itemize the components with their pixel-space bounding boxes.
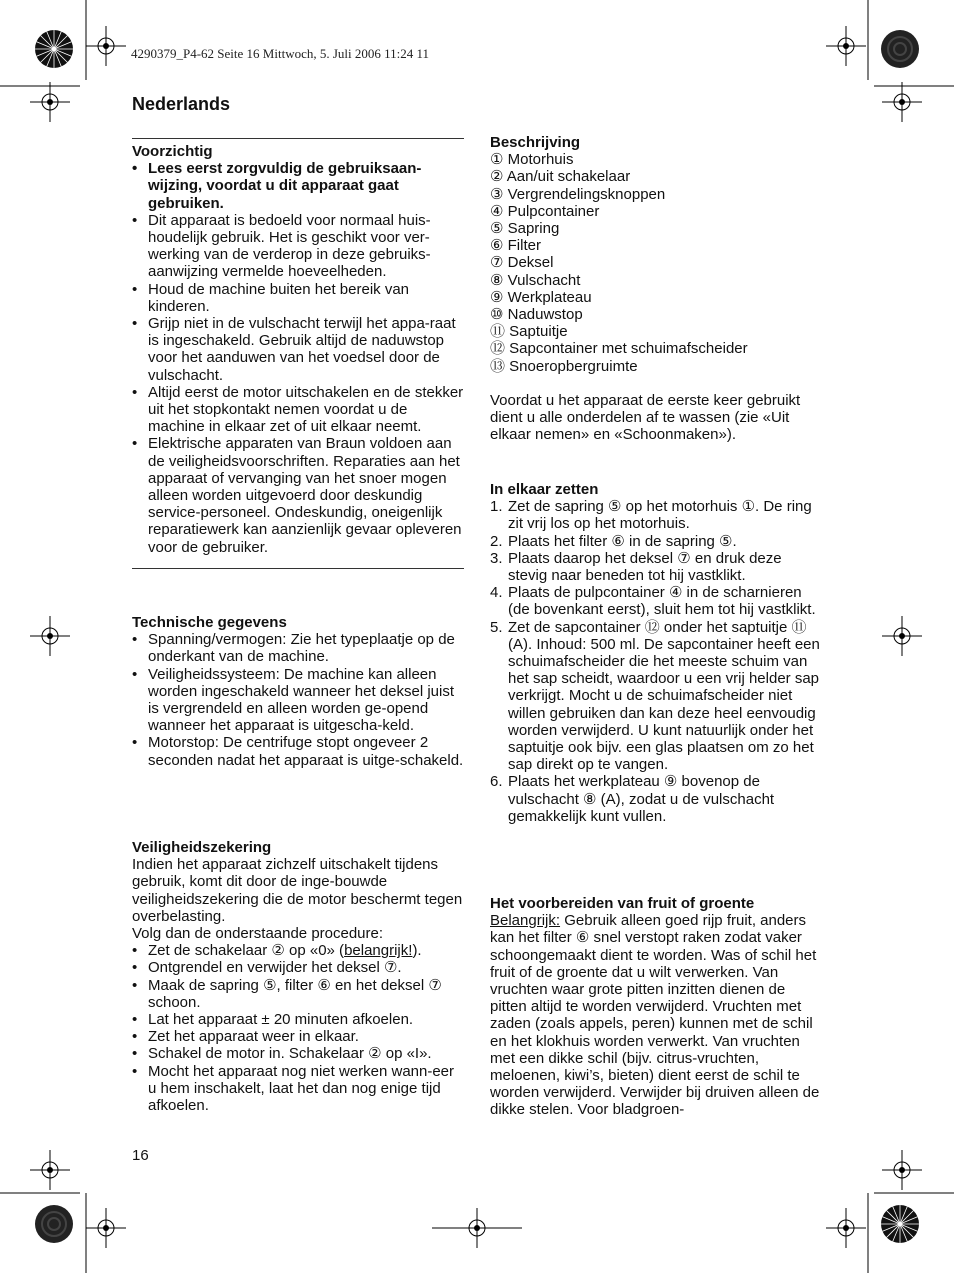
list-item [132,942,464,959]
registration-mark-bottom-left [86,1208,126,1248]
registration-mark-bottom-center [432,1208,522,1248]
part-item: ③ Vergrendelingsknoppen [490,185,666,203]
part-item: ⑬ Snoeropbergruimte [490,357,638,375]
step-number: 5. [490,618,503,636]
step-text: Zet de sapcontainer ⑫ onder het saptuitje ⑪ (A). Inhoud: 500 ml. De sapcontainer heeft een schuimafscheider die het meeste schuim van het sap scheidt, waardoor u een vrij helder sap verkrijgt. Mocht u de schuimafscheider niet willen gebruiken dan kan deze heel eenvoudig worden verwijderd. U kunt natuurlijk onder het saptuitje ook bijv. een glas plaatsen om zo het sap direkt op te vangen. [508,618,820,774]
list-item: • Zet het apparaat weer in elkaar. [132,1028,464,1045]
step-item [490,619,824,774]
step-item [490,498,824,532]
step-number: 1. [490,498,503,516]
veiligheid-list [132,942,464,1114]
rule-top [132,138,464,139]
part-item: ⑥ Filter [490,237,541,255]
step-number: 2. [490,532,503,550]
section-technische-gegevens [132,614,464,769]
page-number: 16 [132,1147,149,1164]
veiligheid-intro: Indien het apparaat zichzelf uitschakelt tijdens gebruik, komt dit door de inge-bouwde veiligheidszekering die de motor beschermt tegen overbelasting. [132,856,463,925]
veiligheid-procedure: Volg dan de onderstaande procedure: [132,925,384,943]
star-target-top-left [34,29,74,69]
registration-mark-left-middle [30,616,70,656]
registration-mark-right-lower [882,1150,922,1190]
voorzichtig-heading: Voorzichtig [132,143,213,160]
list-item: • Spanning/vermogen: Zie het typeplaatje op de onderkant van de machine. [132,631,464,665]
section-voorbereiden [490,895,824,1119]
item-text: ). [412,942,422,960]
list-item: • Schakel de motor in. Schakelaar ② op «I». [132,1045,464,1062]
step-item [490,550,824,584]
part-item: ⑨ Werkplateau [490,288,592,306]
beschrijving-note: Voordat u het apparaat de eerste keer gebruikt dient u alle onderdelen af te wassen (zie «Uit elkaar nemen» en «Schoonmaken»). [490,391,801,444]
star-target-top-right [880,29,920,69]
beschrijving-heading: Beschrijving [490,134,581,151]
language-heading: Nederlands [132,94,231,114]
voorbereiden-text [490,912,824,1118]
technische-list [132,631,464,769]
section-beschrijving [490,134,824,443]
part-item: ① Motorhuis [490,151,574,169]
step-text: Plaats de pulpcontainer ④ in de scharnieren (de bovenkant eerst), sluit hem tot hij vastklikt. [508,584,816,619]
assembly-steps [490,498,824,825]
registration-mark-top-right [826,26,866,66]
list-item: • Motorstop: De centrifuge stopt ongeveer 2 seconden nadat het apparaat is uitge-schakeld. [132,734,464,768]
section-in-elkaar-zetten [490,481,824,825]
voorbereiden-body: Gebruik alleen goed rijp fruit, anders kan het filter ⑥ snel verstopt raken zodat vaker schoongemaakt dient te worden. Was of schil het fruit of de groente dat u wilt verwerken. Van vruchten waar grote pitten inzitten dienen de pitten altijd te worden verwijderd. Vruchten met zaden (zoals appels, peren) kunnen met de schil en het klokhuis worden verwerkt. Van vruchten met een dikke schil (bijv. citrus-vruchten, meloenen, kiwi’s, bieten) dient eerst de schil te worden verwijderd. Verwijder bij druiven alleen de dikke stelen. Voor bladgroen- [490,912,820,1119]
list-item: • Houd de machine buiten het bereik van kinderen. [132,281,464,315]
important-label: Belangrijk: [490,912,561,930]
list-item: • Elektrische apparaten van Braun voldoen aan de veiligheidsvoorschriften. Reparaties aan het apparaat of vervanging van het snoer mogen alleen worden uitgevoerd door deskundig service-personeel. Ondeskundig, oneigenlijk reparatiewerk kan aanzienlijk gevaar opleveren voor de gebruiker. [132,435,464,555]
step-item [490,533,824,550]
part-item: ⑩ Naduwstop [490,306,583,324]
voorzichtig-list [132,160,464,556]
registration-mark-left-lower [30,1150,70,1190]
part-item: ② Aan/uit schakelaar [490,168,631,186]
step-number: 4. [490,584,503,602]
list-item: • Mocht het apparaat nog niet werken wann-eer u hem inschakelt, laat het dan nog enige tijd afkoelen. [132,1063,464,1115]
item-text: Zet de schakelaar ② op «0» ( [148,942,345,960]
step-text: Plaats het filter ⑥ in de sapring ⑤. [508,532,737,550]
step-number: 6. [490,773,503,791]
important-link: belangrijk! [344,942,413,960]
section-voorzichtig [132,143,464,556]
part-item: ⑦ Deksel [490,254,554,272]
part-item: ⑪ Saptuitje [490,323,568,341]
part-item: ⑧ Vulschacht [490,271,581,289]
veiligheid-heading: Veiligheidszekering [132,839,272,856]
part-item: ⑤ Sapring [490,220,560,238]
part-item: ④ Pulpcontainer [490,202,600,220]
registration-mark-left-upper [30,82,70,122]
registration-mark-top-left [86,26,126,66]
voorbereiden-heading: Het voorbereiden van fruit of groente [490,895,755,912]
list-item: • Lees eerst zorgvuldig de gebruiksaan-wijzing, voordat u dit apparaat gaat gebruiken. [132,160,464,212]
star-target-bottom-left [34,1204,74,1244]
list-item: • Veiligheidssysteem: De machine kan alleen worden ingeschakeld wanneer het deksel juist is vergrendeld en alleen worden ge-opend wanneer het apparaat is uitgescha-keld. [132,666,464,735]
list-item: • Altijd eerst de motor uitschakelen en de stekker uit het stopkontakt nemen voordat u de machine in elkaar zet of uit elkaar neemt. [132,384,464,436]
part-item: ⑫ Sapcontainer met schuimafscheider [490,340,748,358]
registration-mark-right-upper [882,82,922,122]
list-item: • Lat het apparaat ± 20 minuten afkoelen. [132,1011,464,1028]
parts-list [490,151,824,375]
step-item [490,584,824,618]
registration-mark-bottom-right [826,1208,866,1248]
list-item: • Ontgrendel en verwijder het deksel ⑦. [132,959,464,976]
rule-middle [132,568,464,569]
star-target-bottom-right [880,1204,920,1244]
section-veiligheidszekering [132,839,464,1114]
registration-mark-right-middle [882,616,922,656]
list-item: • Grijp niet in de vulschacht terwijl het appa-raat is ingeschakeld. Gebruik altijd de naduwstop voor het aanduwen van het voedsel door de vulschacht. [132,315,464,384]
print-slug: 4290379_P4-62 Seite 16 Mittwoch, 5. Juli 2006 11:24 11 [131,46,430,61]
list-item: • Maak de sapring ⑤, filter ⑥ en het deksel ⑦ schoon. [132,977,464,1011]
step-text: Zet de sapring ⑤ op het motorhuis ①. De ring zit vrij los op het motorhuis. [508,498,812,533]
list-item: • Dit apparaat is bedoeld voor normaal huis-houdelijk gebruik. Het is geschikt voor ver-werking van de verderop in deze gebruiks-aanwijzing vermelde hoeveelheden. [132,212,464,281]
step-text: Plaats daarop het deksel ⑦ en druk deze stevig naar beneden tot hij vastklikt. [508,549,782,585]
step-text: Plaats het werkplateau ⑨ bovenop de vulschacht ⑧ (A), zodat u de vulschacht gemakkelijk kunt vullen. [508,773,775,825]
step-item [490,773,824,825]
technische-heading: Technische gegevens [132,614,287,631]
elkaar-heading: In elkaar zetten [490,481,599,498]
step-number: 3. [490,549,503,567]
